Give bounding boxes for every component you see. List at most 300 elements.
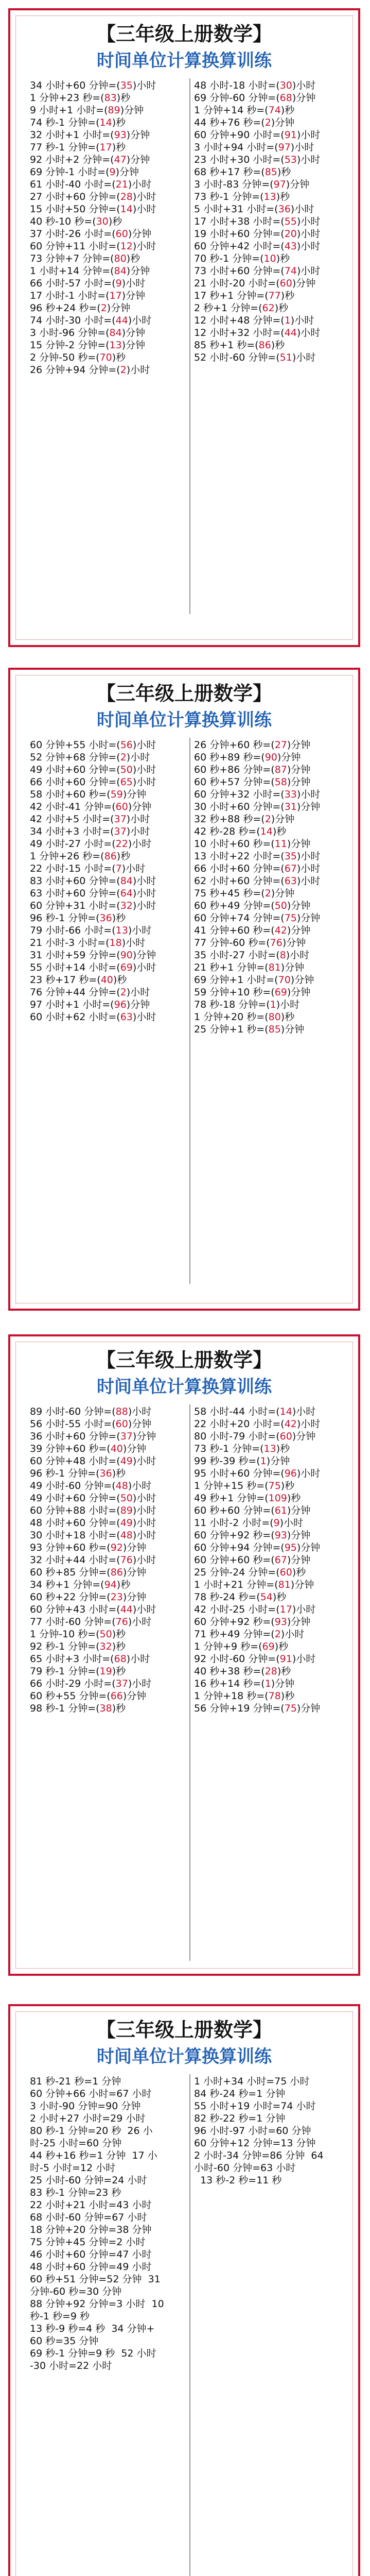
unit-text: )小时	[128, 1616, 152, 1628]
problem-row	[30, 2285, 187, 2298]
answer-value: 89	[108, 105, 120, 116]
answer-value: 2	[120, 752, 127, 763]
unit-text: )小时	[132, 764, 156, 775]
problem-text: 93 分钟+60 秒=(	[30, 1542, 111, 1553]
unit-text: )小时	[292, 1653, 316, 1665]
problem-row	[194, 2162, 359, 2174]
unit-text: )分钟	[287, 1616, 311, 1628]
problem-text: 9 小时+1 小时=(	[30, 105, 108, 116]
problem-row	[30, 339, 187, 351]
problem-text: 31 小时+59 分钟=(	[30, 950, 120, 961]
unit-text: )秒	[274, 1641, 289, 1652]
problem-text: 60 分钟+92 秒=(	[194, 1616, 275, 1628]
answer-value: 1	[265, 1678, 271, 1689]
answer-value: 92	[110, 1542, 123, 1553]
problem-row	[30, 2112, 187, 2125]
problem-text: 60 分钟+74 分钟=(	[194, 912, 285, 924]
problem-text: 63 小时+60 分钟=(	[30, 888, 120, 899]
problem-row	[194, 166, 359, 178]
problem-text: 49 小时-60 分钟=(	[30, 1480, 116, 1492]
problem-text: 22 小时+21 小时=43 小时	[30, 2199, 152, 2211]
problem-row	[30, 1653, 187, 1665]
problem-text: 16 秒+14 秒=(	[194, 1678, 265, 1689]
unit-text: )分钟	[121, 327, 146, 338]
problem-row	[30, 178, 187, 191]
problem-row	[30, 2310, 187, 2323]
answer-value: 13	[109, 340, 122, 351]
unit-text: )分钟	[128, 801, 152, 812]
problem-text: 52 分钟+68 分钟=(	[30, 752, 120, 763]
answer-value: 76	[115, 1616, 128, 1628]
answer-value: 63	[284, 875, 297, 887]
worksheet-subtitle: 时间单位计算换算训练	[97, 1377, 272, 1397]
problem-row	[194, 1690, 359, 1702]
answer-value: 88	[115, 1406, 128, 1417]
problem-row	[194, 1665, 359, 1677]
problem-row	[30, 265, 187, 277]
problem-text: 60 分钟+31 小时=(	[30, 900, 120, 911]
problem-row	[30, 240, 187, 252]
answer-value: 96	[114, 999, 127, 1010]
problem-row	[194, 2125, 359, 2137]
column-divider	[189, 738, 190, 1284]
answer-value: 2	[100, 302, 107, 314]
answer-value: 17	[99, 142, 112, 153]
problem-text: 60 秒+86 分钟=(	[194, 764, 275, 775]
answer-value: 75	[268, 1480, 281, 1492]
problem-row	[30, 1616, 187, 1628]
problem-row	[194, 1579, 359, 1591]
problem-text: 1 分钟-10 秒=(	[30, 1629, 100, 1640]
problem-row	[30, 2224, 187, 2236]
answer-value: 47	[114, 154, 127, 165]
answer-value: 1	[284, 315, 291, 326]
problem-text: 60 分钟+92 秒=(	[194, 1530, 275, 1541]
problem-row	[194, 813, 359, 825]
answer-value: 89	[120, 1505, 133, 1516]
unit-text: )小时	[132, 776, 156, 788]
answer-value: 14	[99, 117, 112, 128]
problem-text: 小时-60 分钟=63 小时	[194, 2162, 296, 2174]
unit-text: )小时	[296, 1418, 321, 1430]
unit-text: )小时	[132, 962, 156, 973]
problem-row	[194, 154, 359, 166]
problem-text: 32 秒+88 秒=(	[194, 814, 265, 825]
problem-text: 22 小时-15 小时=(	[30, 863, 116, 874]
problem-row	[30, 2162, 187, 2174]
unit-text: )小时	[126, 1653, 150, 1665]
problem-row	[194, 751, 359, 764]
unit-text: )分钟	[287, 1530, 311, 1541]
answer-value: 74	[284, 265, 297, 277]
unit-text: )小时	[296, 154, 321, 165]
problem-row	[194, 739, 359, 751]
problem-text: 1 分钟+18 秒=(	[194, 1690, 269, 1702]
answer-value: 20	[284, 228, 297, 240]
problem-text: 60 分钟+32 小时=(	[194, 789, 285, 800]
problem-row	[194, 1566, 359, 1579]
problem-text: 60 秒+57 分钟=(	[194, 776, 275, 788]
problem-row	[30, 998, 187, 1011]
problem-text: 83 小时+60 分钟=(	[30, 875, 120, 887]
problem-text: 76 分钟+44 分钟=(	[30, 987, 120, 998]
unit-text: )分钟	[122, 1690, 147, 1702]
unit-text: )小时	[132, 739, 156, 751]
problem-text: 10 小时+60 秒=(	[194, 838, 275, 850]
left-column	[30, 1405, 187, 1715]
answer-value: 76	[120, 1554, 133, 1566]
problem-row	[30, 924, 187, 937]
problem-text: 61 小时-40 小时=(	[30, 179, 116, 190]
problem-row	[30, 314, 187, 327]
worksheet-page-2	[0, 654, 370, 1319]
answer-value: 86	[110, 1567, 123, 1578]
unit-text: )分钟	[287, 1505, 311, 1516]
unit-text: )秒	[272, 1591, 287, 1603]
answer-value: 86	[104, 851, 117, 862]
problem-text: 98 秒-1 分钟=(	[30, 1703, 100, 1714]
answer-value: 85	[265, 166, 277, 178]
unit-text: )秒	[112, 352, 126, 363]
problem-row	[194, 924, 359, 937]
problem-row	[30, 813, 187, 825]
answer-value: 2	[265, 814, 271, 825]
unit-text: )秒	[112, 1468, 126, 1479]
unit-text: )分钟	[271, 1678, 295, 1689]
answer-value: 50	[99, 1629, 112, 1640]
unit-text: )秒	[287, 1493, 301, 1504]
unit-text: )分钟	[280, 962, 305, 973]
unit-text: )小时	[132, 1554, 156, 1566]
problem-row	[30, 2149, 187, 2162]
problem-text: 58 小时-44 小时=(	[194, 1406, 280, 1417]
answer-value: 93	[274, 1530, 287, 1541]
answer-value: 2	[265, 888, 271, 899]
problem-text: 22 小时+20 小时=(	[194, 1418, 285, 1430]
problem-text: 12 小时+48 分钟=(	[194, 315, 285, 326]
unit-text: )分钟	[280, 1024, 305, 1035]
unit-text: )小时	[121, 278, 146, 289]
answer-value: 54	[260, 1591, 273, 1603]
problem-text: 40 秒+38 秒=(	[194, 1666, 265, 1677]
problem-text: 96 秒-1 分钟=(	[30, 1468, 100, 1479]
problem-row	[30, 203, 187, 215]
unit-text: )秒	[280, 1011, 295, 1023]
problem-row	[194, 1023, 359, 1036]
answer-value: 42	[284, 1418, 297, 1430]
problem-text: 92 小时-60 分钟=(	[194, 1653, 280, 1665]
problem-row	[30, 2273, 187, 2285]
problem-row	[194, 2112, 359, 2125]
problem-text: 37 小时-26 小时=(	[30, 228, 116, 240]
unit-text: )小时	[126, 752, 150, 763]
problem-row	[194, 801, 359, 813]
right-column	[194, 2075, 359, 2187]
problem-row	[194, 265, 359, 277]
problem-row	[194, 1455, 359, 1467]
answer-value: 84	[109, 327, 122, 338]
answer-value: 69	[120, 962, 133, 973]
answer-value: 49	[120, 1455, 133, 1467]
problem-row	[30, 215, 187, 228]
right-column	[194, 79, 359, 364]
answer-value: 60	[115, 228, 128, 240]
problem-text: 3 小时-83 分钟=(	[194, 179, 274, 190]
answer-value: 84	[120, 875, 133, 887]
worksheet-subtitle: 时间单位计算换算训练	[97, 2046, 272, 2067]
problem-text: 69 秒-1 分钟=9 秒 52 小时	[30, 2348, 156, 2359]
problem-row	[194, 1430, 359, 1443]
problem-text: 62 小时+60 分钟=(	[194, 875, 285, 887]
problem-text: 70 秒-1 分钟=(	[194, 253, 264, 264]
problem-text: 60 分钟+48 小时=(	[30, 1455, 120, 1467]
answer-value: 9	[109, 166, 116, 178]
answer-value: 91	[279, 1653, 292, 1665]
problem-row	[30, 1011, 187, 1023]
problem-text: 79 小时-66 小时=(	[30, 925, 116, 936]
unit-text: )小时	[128, 179, 152, 190]
problem-text: 42 秒-28 秒=(	[194, 826, 260, 837]
worksheet-border	[8, 8, 360, 647]
problem-text: 25 小时-60 分钟=24 小时	[30, 2175, 147, 2186]
answer-value: 70	[278, 974, 291, 986]
problem-text: 1 分钟+20 秒=(	[194, 1011, 269, 1023]
problem-row	[30, 2335, 187, 2347]
unit-text: )分钟	[296, 912, 321, 924]
answer-value: 50	[274, 900, 287, 911]
problem-text: 99 秒-39 秒=(	[194, 1455, 260, 1467]
unit-text: )分钟	[287, 739, 311, 751]
problem-text: 68 秒+17 秒=(	[194, 166, 265, 178]
problem-row	[194, 776, 359, 788]
answer-value: 9	[115, 278, 122, 289]
unit-text: )秒	[108, 216, 122, 227]
unit-text: )分钟	[271, 888, 295, 899]
answer-value: 37	[114, 814, 127, 825]
answer-value: 31	[284, 801, 297, 812]
problem-row	[30, 2323, 187, 2335]
answer-value: 40	[100, 974, 113, 986]
answer-value: 48	[115, 1480, 128, 1492]
problem-text: 42 小时+5 小时=(	[30, 814, 114, 825]
unit-text: )小时	[290, 204, 314, 215]
problem-text: 52 小时-60 分钟=(	[194, 352, 280, 363]
answer-value: 80	[268, 1011, 281, 1023]
answer-value: 35	[120, 80, 133, 91]
problem-text: 55 小时+14 小时=(	[30, 962, 120, 973]
problem-row	[30, 2075, 187, 2088]
problem-row	[194, 277, 359, 290]
unit-text: )分钟	[128, 1418, 152, 1430]
problem-row	[30, 986, 187, 998]
unit-text: )分钟	[122, 1591, 147, 1603]
problem-row	[194, 302, 359, 314]
answer-value: 13	[263, 1443, 276, 1454]
problem-text: 39 分钟+60 秒=(	[30, 1443, 111, 1454]
problem-row	[194, 1677, 359, 1690]
problem-text: 73 分钟+7 分钟=(	[30, 253, 114, 264]
problem-text: 66 小时-29 小时=(	[30, 1678, 116, 1689]
problem-text: 1 分钟+15 秒=(	[194, 1480, 269, 1492]
answer-value: 17	[279, 1604, 292, 1615]
left-column	[30, 739, 187, 1023]
unit-text: )小时	[280, 1629, 305, 1640]
unit-text: )分钟	[282, 937, 306, 948]
problem-row	[194, 825, 359, 838]
problem-row	[194, 1541, 359, 1554]
unit-text: )小时	[126, 364, 150, 376]
answer-value: 36	[99, 1468, 112, 1479]
problem-text: 88 分钟+92 分钟=3 小时 10	[30, 2298, 164, 2310]
answer-value: 14	[279, 1406, 292, 1417]
problem-row	[30, 2236, 187, 2248]
problem-row	[30, 79, 187, 92]
unit-text: )秒	[272, 826, 287, 837]
problem-text: 60 分钟+42 小时=(	[194, 241, 285, 252]
unit-text: )分钟	[277, 752, 301, 763]
problem-text: 60 秒+22 分钟=(	[30, 1591, 111, 1603]
answer-value: 30	[96, 216, 109, 227]
problem-text: 84 秒-24 秒=1 分钟	[194, 2088, 286, 2099]
unit-text: )小时	[132, 80, 156, 91]
problem-row	[30, 2199, 187, 2211]
problem-text: 73 秒-1 分钟=(	[194, 191, 264, 202]
problem-row	[30, 764, 187, 776]
worksheet-title: 【三年级上册数学】	[96, 1349, 272, 1371]
unit-text: )小时	[132, 1505, 156, 1516]
problem-row	[30, 154, 187, 166]
worksheet-page-1	[0, 0, 370, 654]
left-column	[30, 2075, 187, 2372]
problem-row	[30, 277, 187, 290]
problem-row	[194, 240, 359, 252]
problem-text: 80 秒-1 分钟=20 秒 26 小	[30, 2125, 153, 2137]
unit-text: )秒	[112, 1641, 126, 1652]
problem-row	[194, 900, 359, 912]
answer-value: 96	[284, 1468, 297, 1479]
answer-value: 63	[120, 1011, 133, 1023]
answer-value: 48	[120, 1530, 133, 1541]
column-divider	[189, 2074, 190, 2576]
answer-value: 80	[114, 253, 127, 264]
problem-text: 79 秒-1 分钟=(	[30, 1666, 100, 1677]
answer-value: 12	[120, 241, 133, 252]
problem-text: 49 小时-27 小时=(	[30, 838, 116, 850]
problem-text: 96 秒+24 秒=(	[30, 302, 101, 314]
answer-value: 7	[115, 863, 122, 874]
problem-text: 26 分钟+94 分钟=(	[30, 364, 120, 376]
unit-text: )小时	[128, 315, 152, 326]
problem-text: 2 分钟-50 秒=(	[30, 352, 100, 363]
unit-text: )小时	[132, 900, 156, 911]
answer-value: 28	[265, 1666, 277, 1677]
problem-text: 2 秒+1 分钟=(	[194, 302, 262, 314]
unit-text: )分钟	[271, 117, 295, 128]
problem-row	[194, 1554, 359, 1566]
worksheet-border	[8, 668, 360, 1311]
answer-value: 75	[284, 912, 297, 924]
problem-row	[194, 2149, 359, 2162]
problem-text: 40 秒-10 秒=(	[30, 216, 96, 227]
problem-row	[194, 2100, 359, 2112]
answer-value: 14	[260, 826, 273, 837]
answer-value: 36	[99, 912, 112, 924]
answer-value: 50	[120, 1493, 133, 1504]
problem-text: 17 秒+1 分钟=(	[194, 290, 269, 301]
problem-text: 48 小时-18 小时=(	[194, 80, 280, 91]
answer-value: 60	[279, 1567, 292, 1578]
answer-value: 49	[120, 1517, 133, 1529]
problem-row	[30, 751, 187, 764]
answer-value: 14	[120, 204, 133, 215]
problem-row	[194, 1467, 359, 1480]
problem-text: 69 分钟-1 小时=(	[30, 166, 110, 178]
problem-row	[30, 1603, 187, 1616]
unit-text: )分钟	[121, 340, 146, 351]
problem-row	[30, 1579, 187, 1591]
problem-text: 77 秒-1 分钟=(	[30, 142, 100, 153]
answer-value: 60	[115, 1418, 128, 1430]
problem-text: 82 秒-22 秒=1 分钟	[194, 2113, 286, 2124]
problem-text: 60 分钟+90 小时=(	[194, 129, 285, 141]
problem-row	[194, 1517, 359, 1529]
answer-value: 94	[104, 1579, 117, 1590]
problem-text: 56 小时-55 小时=(	[30, 1418, 116, 1430]
problem-text: 60 分钟+43 小时=(	[30, 1604, 120, 1615]
problem-text: 5 小时+31 小时=(	[194, 204, 278, 215]
unit-text: )小时	[126, 826, 150, 837]
problem-row	[30, 912, 187, 924]
problem-text: 60 分钟+55 小时=(	[30, 739, 120, 751]
unit-text: )小时	[296, 863, 321, 874]
problem-text: 48 小时+60 分钟=49 小时	[30, 2261, 152, 2273]
problem-row	[30, 141, 187, 154]
problem-row	[30, 1665, 187, 1677]
problem-text: 49 小时+60 分钟=(	[30, 764, 120, 775]
answer-value: 60	[115, 801, 128, 812]
problem-text: 1 分钟+9 秒=(	[194, 1641, 262, 1652]
problem-text: 60 分钟+12 分钟=13 分钟	[194, 2138, 316, 2149]
problem-text: 12 小时+32 小时=(	[194, 327, 285, 338]
problem-row	[194, 1405, 359, 1418]
answer-value: 21	[115, 179, 128, 190]
problem-text: 13 秒-2 秒=11 秒	[194, 2175, 282, 2186]
right-column	[194, 1405, 359, 1715]
unit-text: )秒	[116, 851, 131, 862]
unit-text: )小时	[296, 129, 321, 141]
answer-value: 62	[262, 302, 275, 314]
column-divider	[189, 78, 190, 614]
problem-text: 11 小时-2 小时=(	[194, 1517, 274, 1529]
problem-text: 1 小时+34 小时=75 小时	[194, 2076, 310, 2087]
answer-value: 28	[120, 191, 133, 202]
unit-text: )分钟	[122, 1542, 147, 1553]
answer-value: 2	[274, 1629, 281, 1640]
unit-text: )分钟	[296, 801, 321, 812]
worksheet-subtitle: 时间单位计算换算训练	[97, 710, 272, 731]
unit-text: )小时	[128, 1480, 152, 1492]
problem-row	[194, 838, 359, 850]
problem-text: 42 小时-25 小时=(	[194, 1604, 280, 1615]
unit-text: )分钟	[287, 764, 311, 775]
worksheet-page-3	[0, 1319, 370, 1984]
answer-value: 2	[120, 987, 127, 998]
answer-value: 44	[115, 315, 128, 326]
problem-text: 95 小时+60 分钟=(	[194, 1468, 285, 1479]
problem-text: 60 秒+49 分钟=(	[194, 900, 275, 911]
problem-row	[30, 788, 187, 801]
problem-text: 85 秒+1 秒=(	[194, 340, 259, 351]
